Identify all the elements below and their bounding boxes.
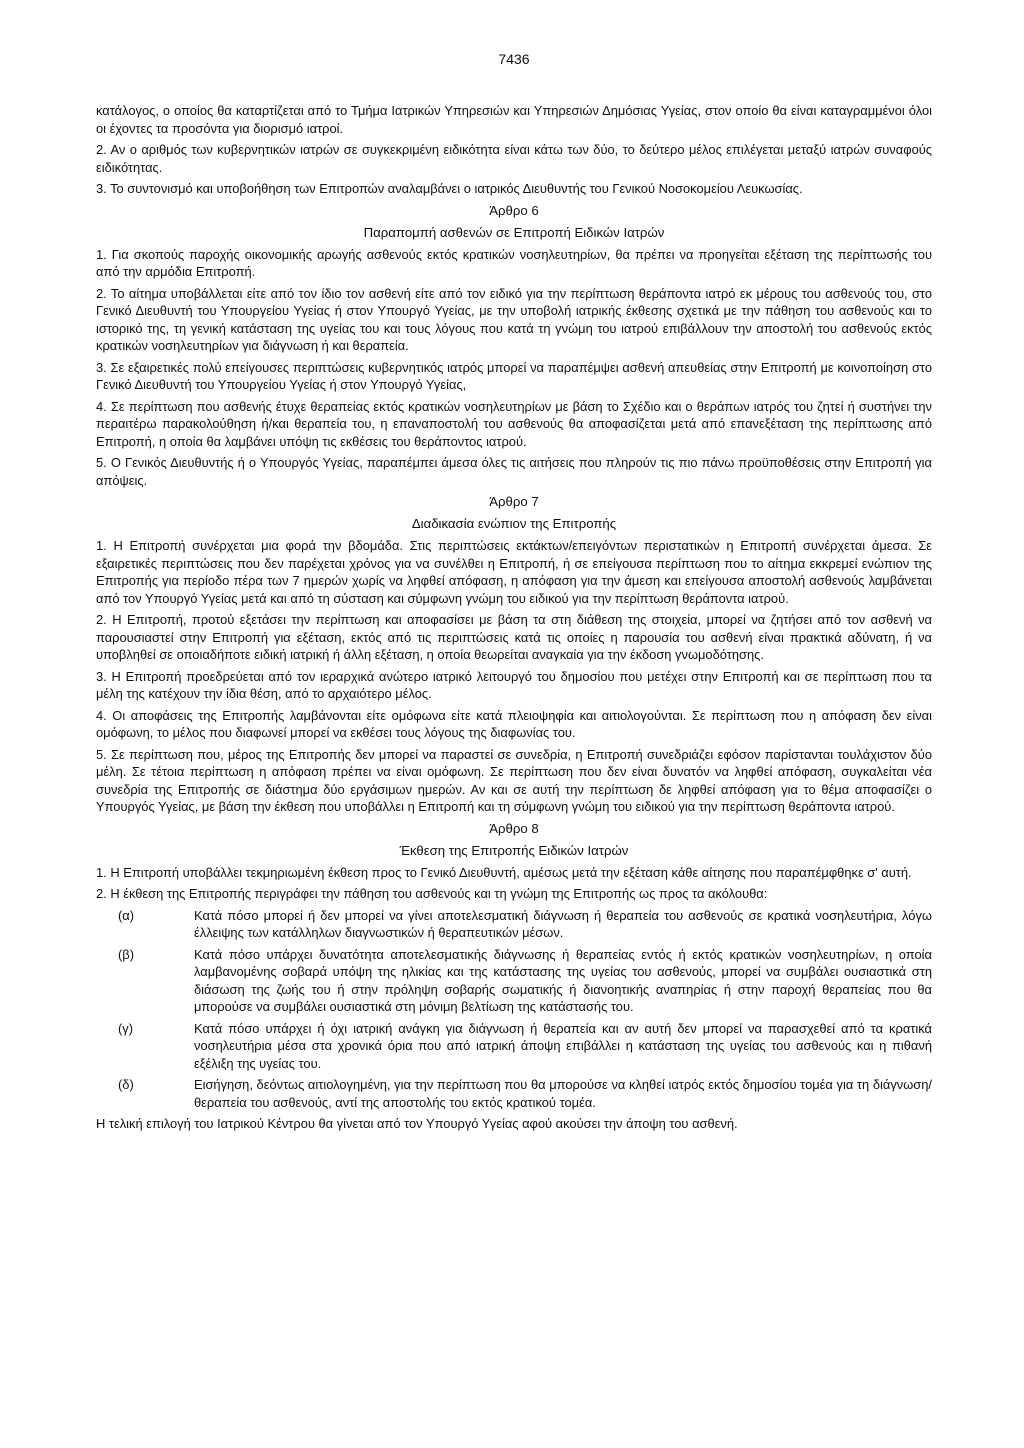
paragraph: 2. Η έκθεση της Επιτροπής περιγράφει την πάθηση του ασθενούς και τη γνώμη της Επιτροπής ως προς τα ακόλουθα: [96,886,768,901]
list-item-label: (α) [118,907,135,923]
list-item [96,1020,932,1073]
list-item-text: Κατά πόσο υπάρχει δυνατότητα αποτελεσματικής διάγνωσης ή θεραπείας εντός ή εκτός κρατικών νοσηλευτηρίων, η οποία λαμβανομένης σοβαρά υπόψη της ηλικίας και της κατάστασης της υγείας του ασθενούς, μπορεί να συμβάλει ουσιαστικά στη διάσωση της ζωής του ή στην πρόληψη σοβαρής σωματικής ή διανοητικής αναπηρίας ή στην παροχή θεραπείας που θα μπορούσε να συμβάλει ουσιαστικά στη μόνιμη βελτίωση της κατάστασής του. [194,946,932,1014]
article-6-heading: Άρθρο 6 [489,202,539,218]
article-8-title: Έκθεση της Επιτροπής Ειδικών Ιατρών [399,842,629,858]
list-item-label: (δ) [118,1077,134,1092]
article-7-title: Διαδικασία ενώπιον της Επιτροπής [411,516,617,531]
paragraph: 2. Η Επιτροπή, προτού εξετάσει την περίπτωση και αποφασίσει με βάση τα στη διάθεση της στοιχεία, μπορεί να ζητήσει από τον ασθενή να παρουσιαστεί στην Επιτροπή για εξέταση, εκτός από τις περιπτώσεις κατά τις οποίες η παρουσία του ασθενή είναι πρακτικά αδύνατη, ή να υποβληθεί σε οποιαδήποτε ειδική ιατρική ή άλλη εξέταση, η οποία θεωρείται αναγκαία για την έκδοση γνωμοδότησης. [96,612,932,662]
paragraph: κατάλογος, ο οποίος θα καταρτίζεται από το Τμήμα Ιατρικών Υπηρεσιών και Υπηρεσιών Δημόσιας Υγείας, στον οποίο θα είναι καταγραμμένοι όλοι οι έχοντες τα προσόντα για διορισμό ιατροί. [96,103,932,136]
paragraph: 1. Η Επιτροπή συνέρχεται μια φορά την βδομάδα. Στις περιπτώσεις εκτάκτων/επειγόντων περιστατικών η Επιτροπή συνέρχεται άμεσα. Σε εξαιρετικές περιπτώσεις που δεν παρέχεται χρόνος για να συνέλθει η Επιτροπή, ή σε επείγουσα περίπτωση που το αίτημα εκκρεμεί ενώπιον της Επιτροπής για περίοδο πέρα των 7 ημερών χωρίς να ληφθεί απόφαση, η απόφαση για την άμεση και επείγουσα αποστολή ασθενούς λαμβάνεται από τον Υπουργό Υγείας μετά και από τη σύσταση και σύμφωνη γνώμη του ειδικού για την περίπτωση θεράποντα ιατρού. [96,538,932,606]
list-item [96,907,932,942]
paragraph: 3. Σε εξαιρετικές πολύ επείγουσες περιπτώσεις κυβερνητικός ιατρός μπορεί να παραπέμψει ασθενή απευθείας στην Επιτροπή με κοινοποίηση στο Γενικό Διευθυντή του Υπουργείου Υγείας ή στον Υπουργό Υγείας, [96,359,932,392]
paragraph: 5. Ο Γενικός Διευθυντής ή ο Υπουργός Υγείας, παραπέμπει άμεσα όλες τις αιτήσεις που πληρούν τις πιο πάνω προϋποθέσεις στην Επιτροπή για απόψεις. [96,455,932,488]
paragraph: 1. Η Επιτροπή υποβάλλει τεκμηριωμένη έκθεση προς το Γενικό Διευθυντή, αμέσως μετά την εξέταση κάθε αίτησης που παραπέμφθηκε σ' αυτή. [96,864,912,880]
paragraph: 3. Η Επιτροπή προεδρεύεται από τον ιεραρχικά ανώτερο ιατρικό λειτουργό του δημοσίου που μετέχει στην Επιτροπή και σε περίπτωση που τα μέλη της κατέχουν την ίδια θέση, από το αρχαιότερο μέλος. [96,668,932,701]
document-page [96,50,932,1137]
list-item-label: (β) [118,946,134,962]
paragraph: 2. Το αίτημα υποβάλλεται είτε από τον ίδιο τον ασθενή είτε από τον ειδικό για την περίπτωση θεράποντα ιατρό εκ μέρους του ασθενούς του, στο Γενικό Διευθυντή του Υπουργείου Υγείας ή στον Υπουργό Υγείας, με την υποβολή ιατρικής έκθεσης σχετικά με την πάθηση του ασθενούς και το ιστορικό της, τη γενική κατάσταση της υγείας του και τους λόγους που κατά τη γνώμη του ιατρού επιβάλλουν την αποστολή του ασθενούς εκτός κρατικών νοσηλευτηρίων για διάγνωση ή και θεραπεία. [96,285,932,353]
article-6-title: Παραπομπή ασθενών σε Επιτροπή Ειδικών Ιατρών [363,224,665,240]
paragraph: 3. Το συντονισμό και υποβοήθηση των Επιτροπών αναλαμβάνει ο ιατρικός Διευθυντής του Γενικού Νοσοκομείου Λευκωσίας. [96,181,803,196]
list-item-text: Κατά πόσο μπορεί ή δεν μπορεί να γίνει αποτελεσματική διάγνωση ή θεραπεία του ασθενούς σε κρατικά νοσηλευτήρια, λόγω έλλειψης των κατάλληλων διαγνωστικών ή θεραπευτικών μέσων. [194,907,932,940]
list-item [96,946,932,1016]
paragraph: 2. Αν ο αριθμός των κυβερνητικών ιατρών σε συγκεκριμένη ειδικότητα είναι κάτω των δύο, το δεύτερο μέλος επιλέγεται μεταξύ ιατρών συναφούς ειδικότητας. [96,142,932,175]
paragraph: 1. Για σκοπούς παροχής οικονομικής αρωγής ασθενούς εκτός κρατικών νοσηλευτηρίων, θα πρέπει να προηγείται εξέταση της περίπτωσής του από την αρμόδια Επιτροπή. [96,246,932,279]
paragraph: 4. Οι αποφάσεις της Επιτροπής λαμβάνονται είτε ομόφωνα είτε κατά πλειοψηφία και αιτιολογούνται. Σε περίπτωση που η απόφαση δεν είναι ομόφωνη, το μέλος που διαφωνεί μπορεί να εκθέσει τους λόγους της διαφωνίας του. [96,707,932,740]
article-7-heading: Άρθρο 7 [489,494,539,509]
article-8-heading: Άρθρο 8 [489,820,539,836]
list-item-text: Κατά πόσο υπάρχει ή όχι ιατρική ανάγκη για διάγνωση ή θεραπεία και αν αυτή δεν μπορεί να παρασχεθεί από τα κρατικά νοσηλευτήρια μέσα στα χρονικά όρια που από ιατρική άποψη επιβάλλει η κατάσταση της υγείας του ασθενούς και η πιθανή εξέλιξη της υγείας του. [194,1020,932,1071]
closing-paragraph: Η τελική επιλογή του Ιατρικού Κέντρου θα γίνεται από τον Υπουργό Υγείας αφού ακούσει την άποψη του ασθενή. [96,1116,738,1131]
list-item-label: (γ) [118,1020,134,1036]
list-item-text: Εισήγηση, δεόντως αιτιολογημένη, για την περίπτωση που θα μπορούσε να κληθεί ιατρός εκτός δημοσίου τομέα για τη διάγνωση/θεραπεία του ασθενούς, αντί της αποστολής του εκτός κρατικού τομέα. [194,1077,932,1110]
paragraph: 4. Σε περίπτωση που ασθενής έτυχε θεραπείας εκτός κρατικών νοσηλευτηρίων με βάση το Σχέδιο και ο θεράπων ιατρός του ζητεί ή συστήνει την περαιτέρω παρακολούθηση ή/και θεραπεία του, η επαναποστολή του ασθενούς θα αποφασίζεται μετά από επανεξέταση της περίπτωσης από Επιτροπή, η οποία θα λαμβάνει υπόψη τις εκθέσεις του θεράποντος ιατρού. [96,398,932,449]
paragraph: 5. Σε περίπτωση που, μέρος της Επιτροπής δεν μπορεί να παραστεί σε συνεδρία, η Επιτροπή συνεδριάζει εφόσον παρίστανται τουλάχιστον δύο μέλη. Σε τέτοια περίπτωση η απόφαση πρέπει να είναι ομόφωνη. Σε περίπτωση που δεν είναι δυνατόν να ληφθεί απόφαση, συγκαλείται νέα συνεδρία της Επιτροπής σε διάστημα δύο εργάσιμων ημερών. Αν και σε αυτή την περίπτωση δε ληφθεί απόφαση για το θέμα αποφασίζει ο Υπουργός Υγείας, με βάση την έκθεση που υποβάλλει η Επιτροπή και τη σύμφωνη γνώμη του ειδικού για την περίπτωση θεράποντα ιατρού. [96,746,932,814]
list-item [96,1076,932,1111]
page-number: 7436 [498,51,530,67]
